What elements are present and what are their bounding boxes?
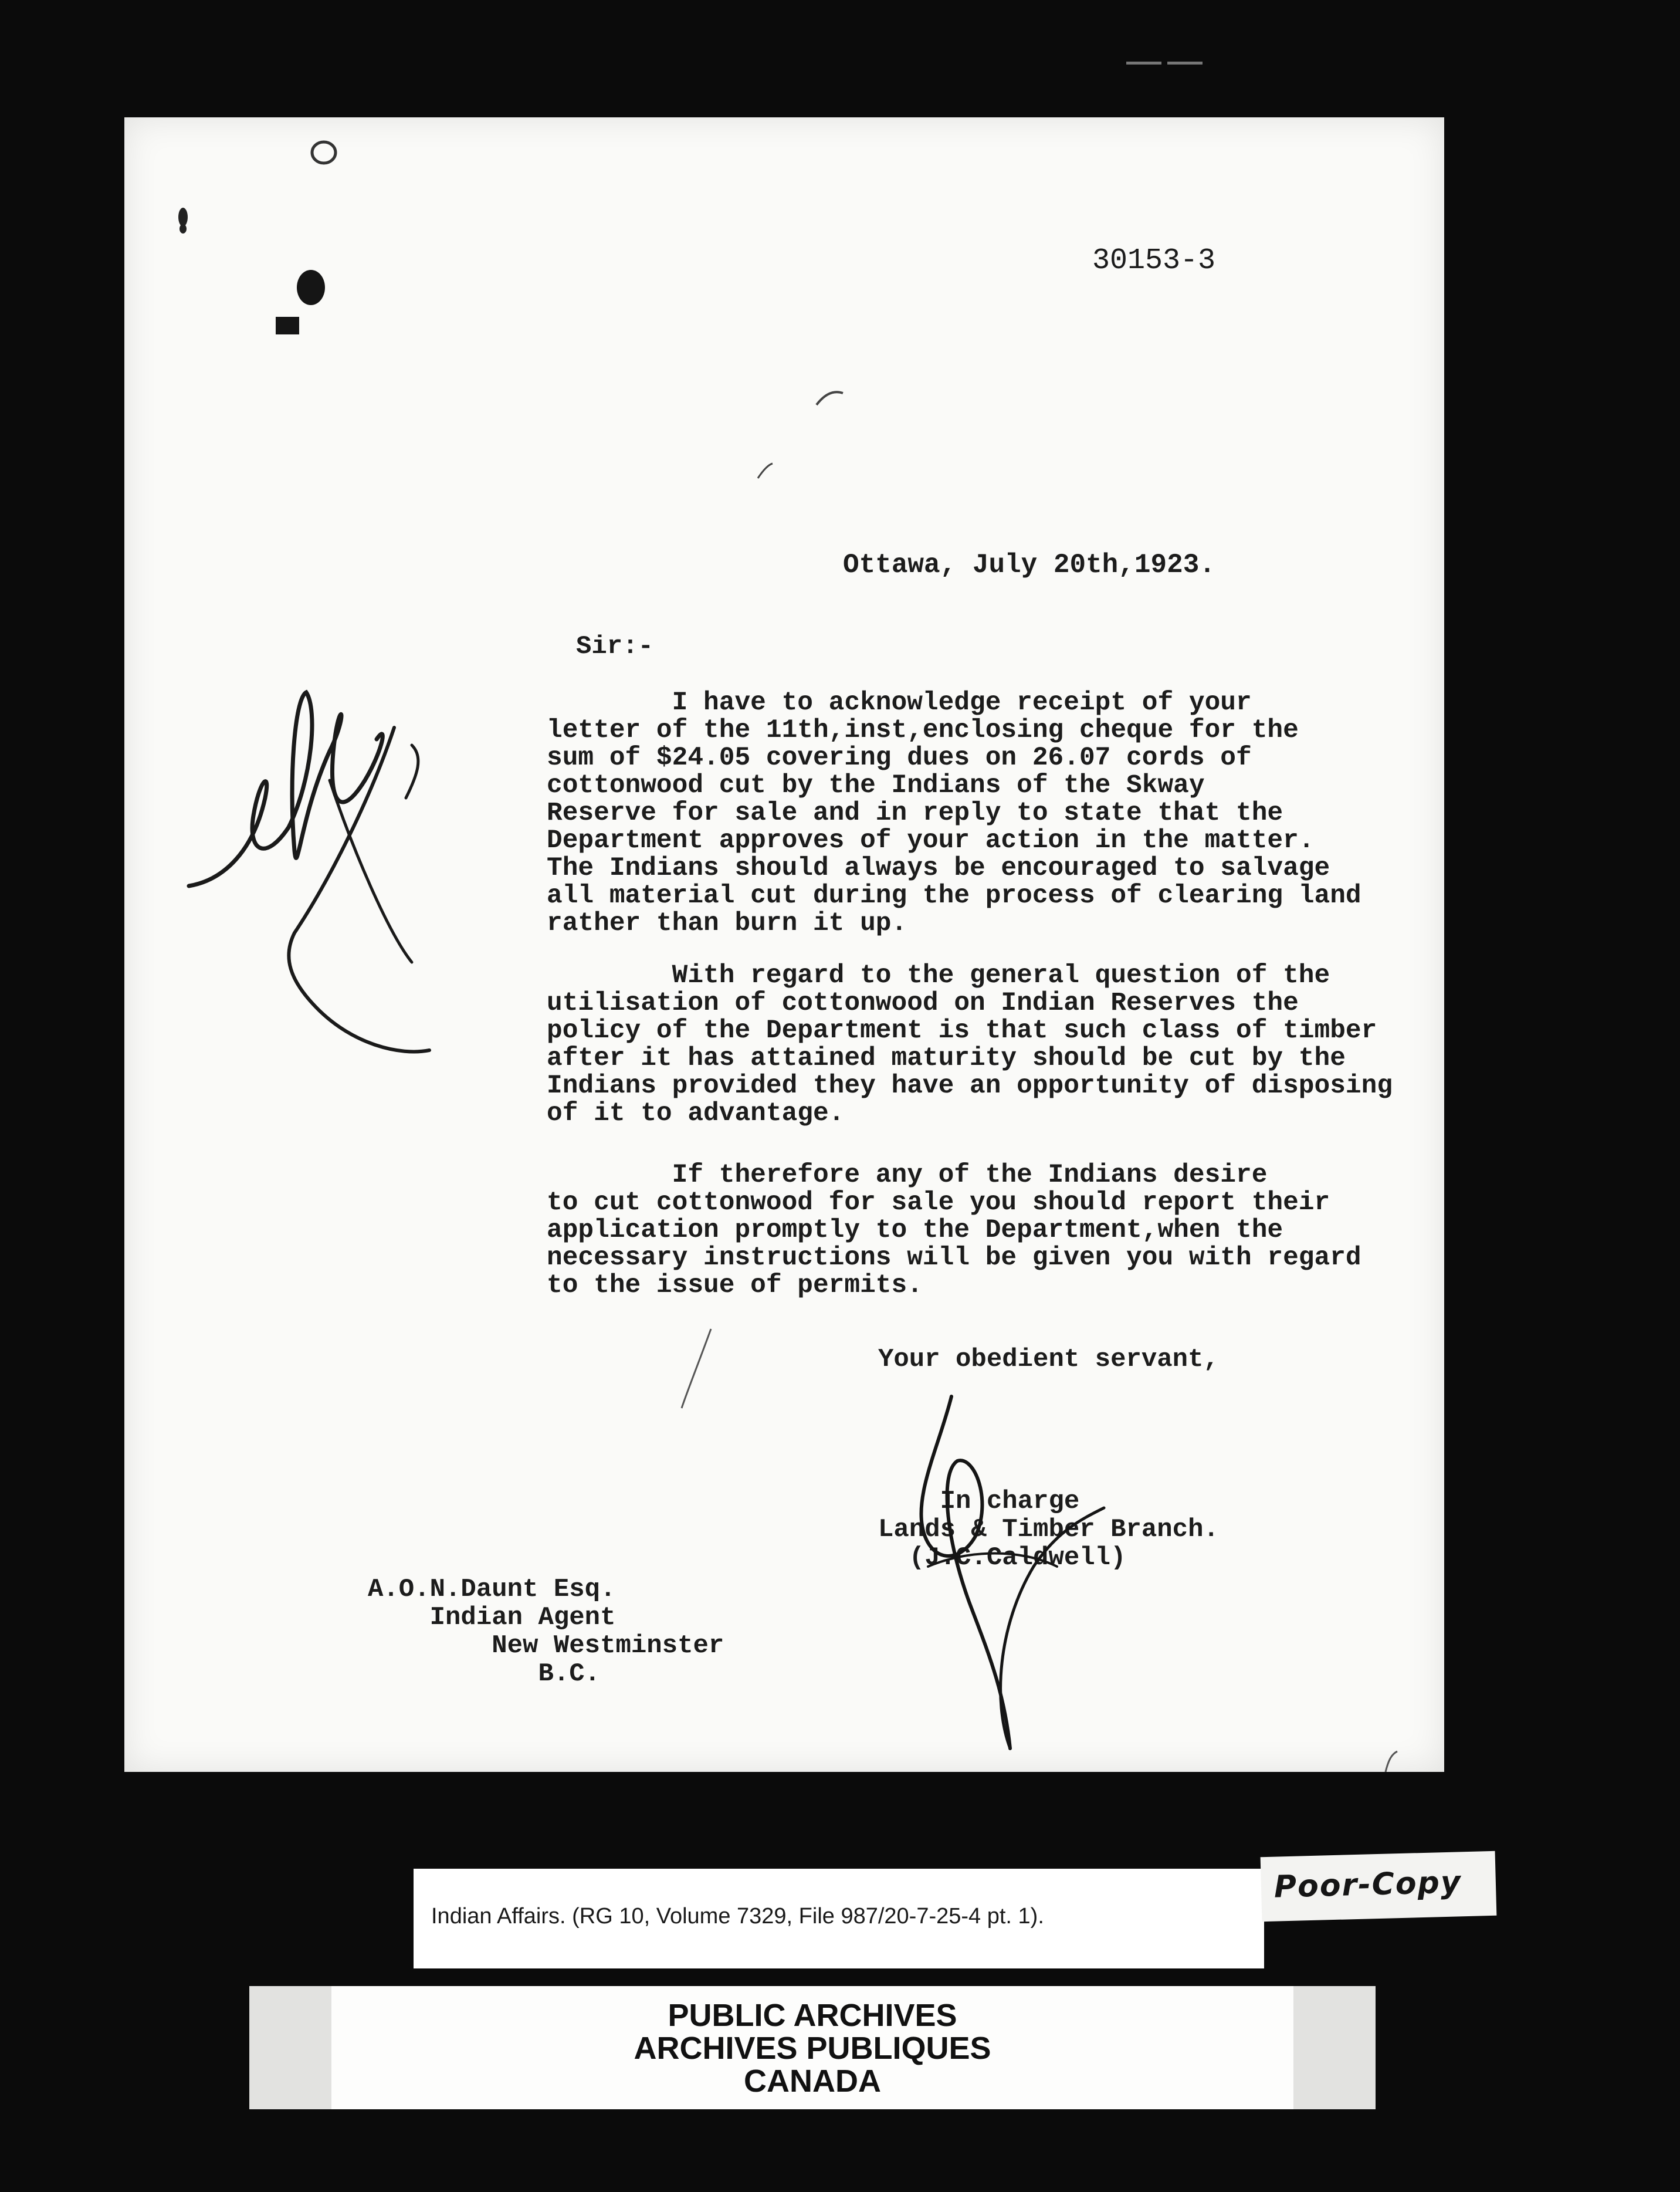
letter-page (124, 117, 1444, 1772)
archives-line-3: CANADA (744, 2064, 881, 2099)
archives-label (331, 1986, 1293, 2109)
archives-line-1: PUBLIC ARCHIVES (668, 1998, 957, 2033)
salutation: Sir:- (576, 632, 654, 661)
border-marks (1126, 56, 1208, 79)
closing: Your obedient servant, (878, 1345, 1219, 1374)
signature-block: In charge Lands & Timber Branch. (J.C.Caldwell) (878, 1487, 1219, 1572)
file-number: 30153-3 (1092, 244, 1216, 278)
recipient-address: A.O.N.Daunt Esq. Indian Agent New Westminster B.C. (368, 1575, 724, 1689)
poor-copy-text: Poor-Copy (1273, 1865, 1462, 1905)
archives-banner (249, 1986, 1376, 2109)
handwritten-signature (905, 1373, 1139, 1784)
citation-label (414, 1869, 1264, 1968)
paragraph-2: With regard to the general question of the utilisation of cottonwood on Indian Reserves the policy of the Department is that such class of timber after it has attained maturity should be cut by the Indians provided they have an opportunity of disposing of it to advantage. (547, 961, 1393, 1128)
letter-date: Ottawa, July 20th,1923. (843, 550, 1215, 580)
archives-line-2: ARCHIVES PUBLIQUES (634, 2031, 991, 2066)
citation-text: Indian Affairs. (RG 10, Volume 7329, File 987/20-7-25-4 pt. 1). (431, 1904, 1044, 1929)
paragraph-1: I have to acknowledge receipt of your letter of the 11th,inst,enclosing cheque for the sum of $24.05 covering dues on 26.07 cords of cottonwood cut by the Indians of the Skway Reserve for sale and in reply to state that the Department approves of your action in the matter. The Indians should always be encouraged to salvage all material cut during the process of clearing land rather than burn it up. (547, 688, 1361, 938)
paragraph-3: If therefore any of the Indians desire to cut cottonwood for sale you should report their application promptly to the Department,when the necessary instructions will be given you with regard to the issue of permits. (547, 1161, 1361, 1300)
handwritten-initials (177, 604, 482, 1074)
poor-copy-stamp (1261, 1851, 1497, 1922)
